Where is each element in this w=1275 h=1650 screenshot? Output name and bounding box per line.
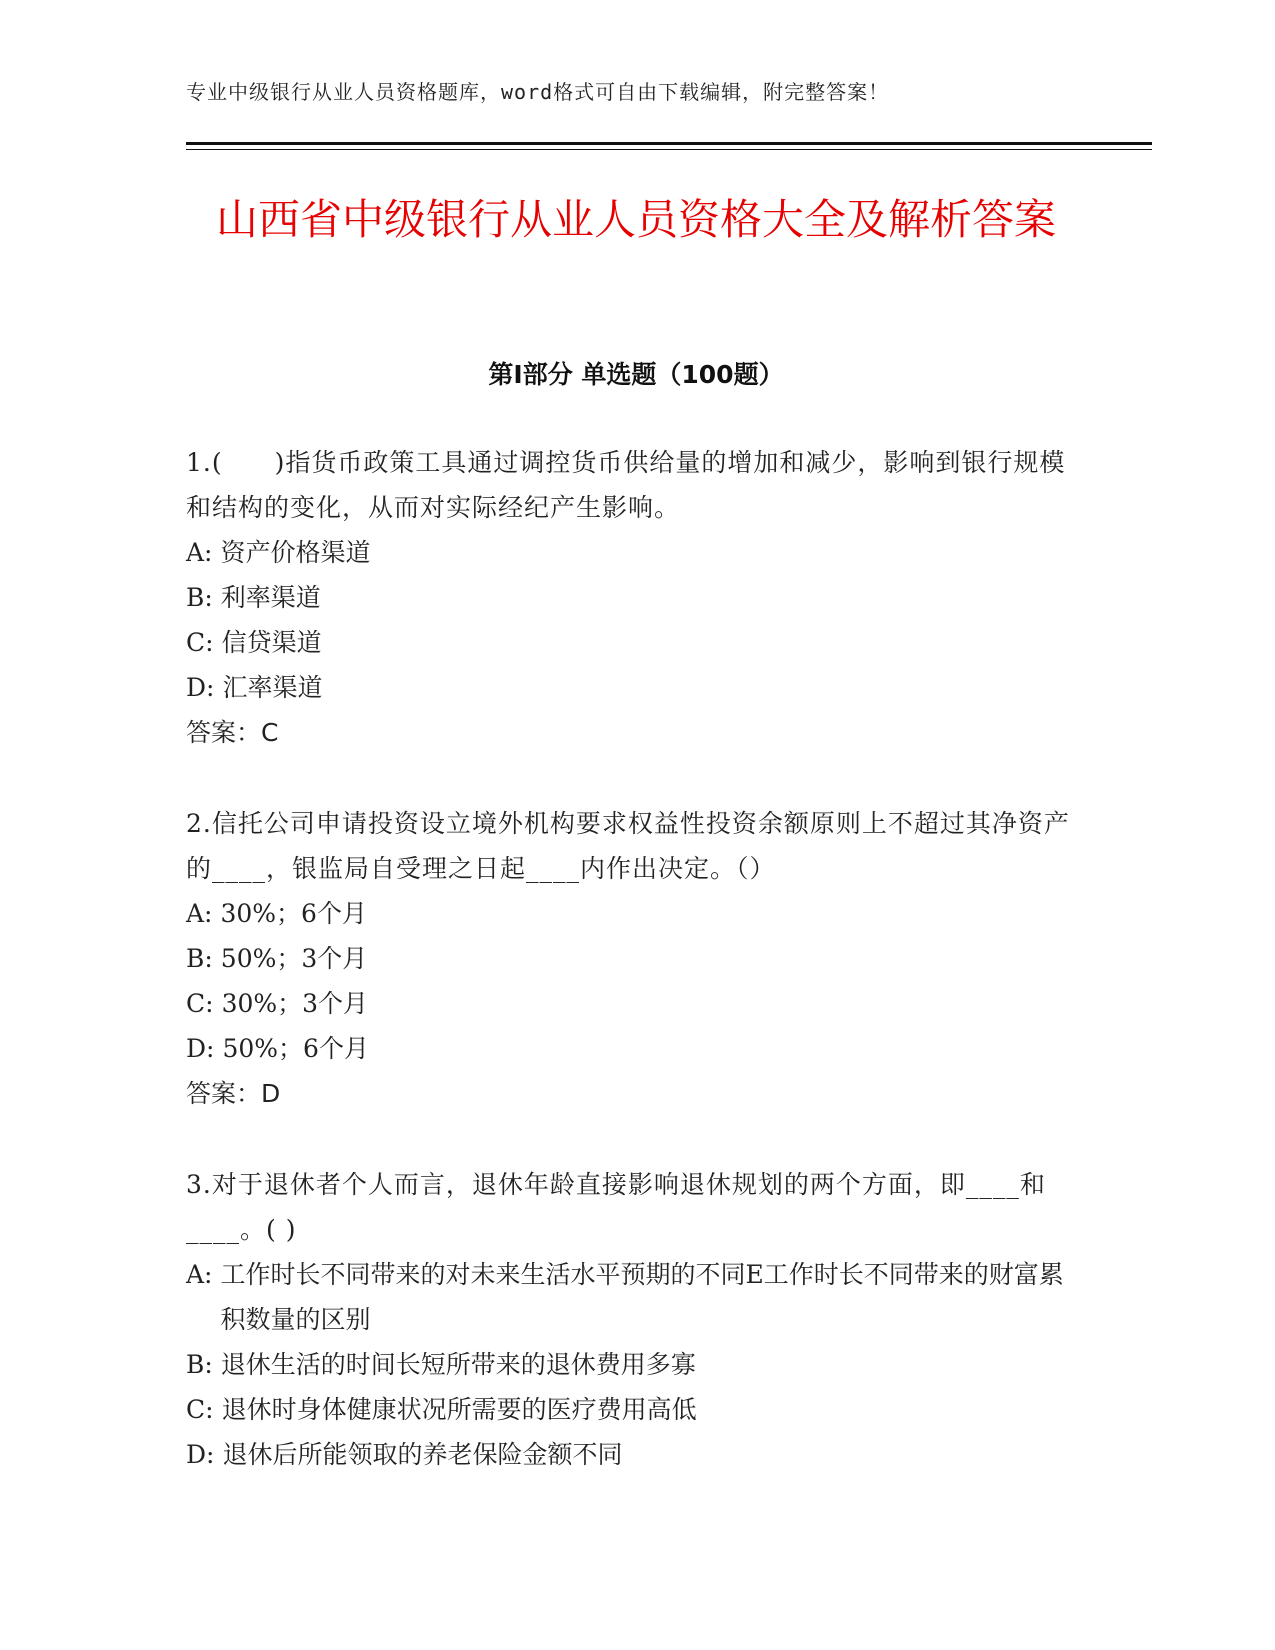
option-letter: D: <box>186 1440 215 1469</box>
option-a <box>186 1252 1076 1342</box>
option-text: 资产价格渠道 <box>220 538 371 567</box>
question-stem: 2.信托公司申请投资设立境外机构要求权益性投资余额原则上不超过其净资产的____，银监局自受理之日起____内作出决定。（） <box>186 809 1070 883</box>
question-1 <box>186 440 1076 755</box>
option-letter: A: <box>186 899 213 928</box>
option-letter: B: <box>186 1350 213 1379</box>
document-title: 山西省中级银行从业人员资格大全及解析答案 <box>215 195 1056 244</box>
option-text: 50%；6个月 <box>222 1034 369 1063</box>
option-letter: B: <box>186 944 213 973</box>
question-stem: 3.对于退休者个人而言，退休年龄直接影响退休规划的两个方面，即____和____。( ) <box>186 1170 1046 1244</box>
header-rule-thick <box>186 142 1152 145</box>
option-d <box>186 1432 1076 1477</box>
option-letter: D: <box>186 673 215 702</box>
option-text: 退休后所能领取的养老保险金额不同 <box>222 1440 623 1469</box>
option-text: 工作时长不同带来的对未来生活水平预期的不同E工作时长不同带来的财富累积数量的区别 <box>220 1260 1064 1334</box>
question-2 <box>186 801 1076 1116</box>
header-note: 专业中级银行从业人员资格题库，word格式可自由下载编辑，附完整答案！ <box>186 80 890 104</box>
option-b <box>186 575 1076 620</box>
answer-line: 答案：D <box>186 1079 281 1108</box>
questions-list <box>186 440 1076 1523</box>
header-rule-thin <box>186 149 1152 150</box>
option-a <box>186 530 1076 575</box>
option-letter: A: <box>186 538 213 567</box>
option-letter: C: <box>186 1395 214 1424</box>
option-text: 信贷渠道 <box>221 628 322 657</box>
option-text: 退休生活的时间长短所带来的退休费用多寡 <box>220 1350 696 1379</box>
option-letter: B: <box>186 583 213 612</box>
question-stem: 1.( )指货币政策工具通过调控货币供给量的增加和减少，影响到银行规模和结构的变化，从而对实际经纪产生影响。 <box>186 448 1066 522</box>
option-a <box>186 891 1076 936</box>
answer-line: 答案：C <box>186 718 279 747</box>
option-text: 50%；3个月 <box>220 944 368 973</box>
question-3 <box>186 1162 1076 1477</box>
option-d <box>186 665 1076 710</box>
option-letter: C: <box>186 989 214 1018</box>
option-text: 30%；3个月 <box>221 989 369 1018</box>
option-text: 利率渠道 <box>220 583 321 612</box>
section-heading: 第Ⅰ部分 单选题（100题） <box>488 360 784 389</box>
option-c <box>186 620 1076 665</box>
option-c <box>186 981 1076 1026</box>
option-letter: D: <box>186 1034 215 1063</box>
option-letter: A: <box>186 1260 213 1289</box>
option-b <box>186 936 1076 981</box>
option-text: 汇率渠道 <box>222 673 323 702</box>
option-letter: C: <box>186 628 214 657</box>
option-c <box>186 1387 1076 1432</box>
option-text: 退休时身体健康状况所需要的医疗费用高低 <box>221 1395 697 1424</box>
option-d <box>186 1026 1076 1071</box>
option-b <box>186 1342 1076 1387</box>
option-text: 30%；6个月 <box>220 899 367 928</box>
